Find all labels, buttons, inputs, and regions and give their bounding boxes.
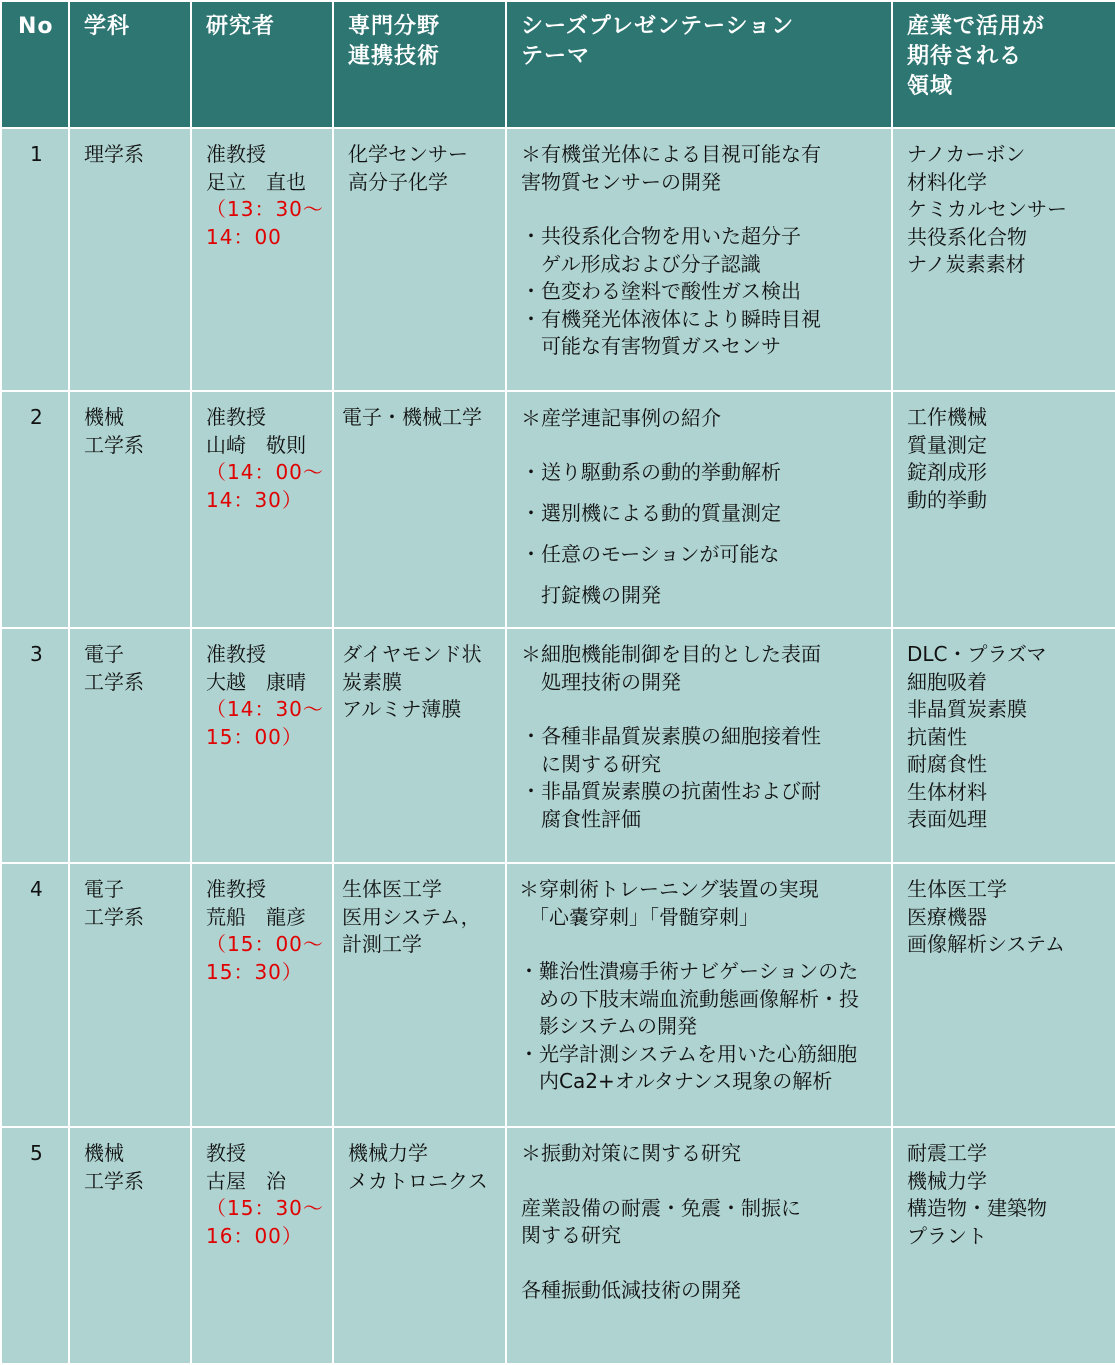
theme-line: 処理技術の開発 (521, 669, 681, 694)
industry-line: 動的挙動 (907, 487, 987, 512)
row-researcher (191, 1127, 333, 1364)
theme-line: ゲル形成および分子認識 (521, 251, 761, 276)
row-no: 1 (1, 128, 69, 391)
theme-line: ・有機発光体液体により瞬時目視 (521, 306, 821, 331)
industry-line: DLC・プラズマ (907, 642, 1047, 666)
header-industry-line: 領域 (907, 74, 954, 99)
theme-line: ＊振動対策に関する研究 (521, 1141, 741, 1165)
theme-line: 可能な有害物質ガスセンサ (521, 334, 781, 358)
row-researcher (191, 391, 333, 628)
theme-line: 影システムの開発 (519, 1014, 697, 1038)
header-row (1, 1, 1115, 128)
field-line: 化学センサー (348, 142, 468, 166)
field-line: メカトロニクス (348, 1168, 488, 1193)
field-line: ダイヤモンド状 (342, 642, 482, 666)
field-line: 計測工学 (342, 932, 422, 956)
field-line: 高分子化学 (348, 169, 448, 194)
theme-line: ・各種非晶質炭素膜の細胞接着性 (521, 724, 821, 748)
industry-line: 生体材料 (907, 779, 987, 804)
industry-line: ケミカルセンサー (907, 197, 1067, 221)
time-slot: （15：00～ (206, 932, 324, 956)
researcher-title: 准教授 (206, 405, 266, 429)
table-row (1, 1127, 1115, 1364)
header-industry-line: 産業で活用が (907, 14, 1046, 39)
theme-line: 関する研究 (521, 1223, 621, 1247)
researcher-name: 古屋 治 (206, 1168, 286, 1193)
row-industry (892, 391, 1115, 628)
theme-line: 害物質センサーの開発 (521, 169, 721, 194)
researcher-name: 足立 直也 (206, 169, 306, 194)
dept-line: 工学系 (84, 432, 144, 457)
time-slot: 15：30） (206, 959, 303, 984)
industry-line: 耐震工学 (907, 1141, 987, 1165)
industry-line: ナノカーボン (907, 142, 1026, 166)
row-field (333, 1127, 506, 1364)
theme-line: ・非晶質炭素膜の抗菌性および耐 (521, 779, 821, 803)
header-field-line: 連携技術 (348, 44, 441, 69)
field-line: 医用システム， (342, 904, 481, 929)
industry-line: 非晶質炭素膜 (907, 697, 1027, 721)
dept-line: 機械 (84, 405, 124, 429)
row-researcher (191, 863, 333, 1127)
header-theme-line: テーマ (521, 44, 591, 69)
theme-line: ・色変わる塗料で酸性ガス検出 (521, 279, 801, 303)
industry-line: 抗菌性 (907, 724, 967, 749)
table-row (1, 863, 1115, 1127)
spacer (521, 196, 877, 223)
industry-line: 機械力学 (907, 1168, 987, 1193)
theme-line: ＊産学連記事例の紹介 (521, 406, 721, 430)
dept-line: 理学系 (84, 142, 144, 166)
researcher-name: 大越 康晴 (206, 669, 306, 694)
row-dept (69, 1127, 191, 1364)
theme-line: ＊有機蛍光体による目視可能な有 (521, 142, 821, 166)
researcher-name: 山崎 敬則 (206, 432, 306, 457)
header-theme (506, 1, 892, 128)
industry-line: プラント (907, 1223, 987, 1248)
row-no: 5 (1, 1127, 69, 1364)
field-line: 機械力学 (348, 1141, 428, 1165)
theme-line: ・共役系化合物を用いた超分子 (521, 224, 801, 248)
dept-line: 工学系 (84, 904, 144, 929)
time-slot: （14：30～ (206, 697, 324, 721)
theme-line: 腐食性評価 (521, 806, 641, 831)
header-researcher: 研究者 (191, 1, 333, 128)
spacer (521, 696, 877, 723)
row-dept (69, 391, 191, 628)
row-theme (506, 391, 892, 628)
researcher-name: 荒船 龍彦 (206, 904, 306, 929)
header-industry (892, 1, 1115, 128)
industry-line: 共役系化合物 (907, 224, 1027, 249)
header-theme-line: シーズプレゼンテーション (521, 14, 795, 39)
row-industry (892, 628, 1115, 863)
industry-line: 生体医工学 (907, 877, 1007, 901)
theme-line: ・任意のモーションが可能な (521, 542, 780, 566)
time-slot: 16：00） (206, 1223, 303, 1248)
theme-line: 各種振動低減技術の開発 (521, 1277, 741, 1302)
theme-line: 内Ca2+オルタナンス現象の解析 (519, 1069, 833, 1093)
row-researcher (191, 628, 333, 863)
row-field (333, 128, 506, 391)
row-industry (892, 863, 1115, 1127)
theme-line: ＊細胞機能制御を目的とした表面 (521, 642, 821, 666)
dept-line: 電子 (84, 877, 124, 901)
spacer (521, 1168, 877, 1195)
theme-line: ・光学計測システムを用いた心筋細胞 (519, 1041, 857, 1066)
researcher-title: 教授 (206, 1141, 246, 1165)
header-dept: 学科 (69, 1, 191, 128)
theme-line: ・送り駆動系の動的挙動解析 (521, 460, 781, 484)
industry-line: 材料化学 (907, 169, 987, 194)
theme-line: ・選別機による動的質量測定 (521, 501, 781, 525)
header-industry-line: 期待される (907, 44, 1023, 69)
industry-line: 医療機器 (907, 904, 987, 929)
header-field (333, 1, 506, 128)
theme-line: に関する研究 (521, 751, 661, 776)
industry-line: 画像解析システム (907, 932, 1065, 956)
field-line: アルミナ薄膜 (342, 697, 462, 721)
researcher-title: 准教授 (206, 642, 266, 666)
dept-line: 工学系 (84, 1168, 144, 1193)
row-no: 3 (1, 628, 69, 863)
time-slot: 15：00） (206, 724, 303, 749)
row-theme (506, 628, 892, 863)
researcher-title: 准教授 (206, 877, 266, 901)
spacer (521, 1250, 877, 1277)
theme-line: 「心嚢穿刺」「骨髄穿刺」 (519, 904, 759, 929)
dept-line: 工学系 (84, 669, 144, 694)
industry-line: 細胞吸着 (907, 669, 987, 694)
industry-line: 質量測定 (907, 432, 987, 457)
row-researcher (191, 128, 333, 391)
spacer (519, 931, 877, 958)
table-row (1, 128, 1115, 391)
time-slot: （15：30～ (206, 1196, 324, 1220)
field-line: 炭素膜 (342, 669, 402, 694)
field-line: 生体医工学 (342, 877, 442, 901)
row-field (333, 391, 506, 628)
field-line: 電子・機械工学 (342, 405, 482, 429)
table-row (1, 628, 1115, 863)
header-field-line: 専門分野 (348, 14, 441, 39)
row-dept (69, 628, 191, 863)
row-industry (892, 1127, 1115, 1364)
dept-line: 電子 (84, 642, 124, 666)
row-no: 2 (1, 391, 69, 628)
row-dept (69, 128, 191, 391)
time-slot: 14：00 (206, 224, 282, 249)
table-row (1, 391, 1115, 628)
theme-line: めの下肢末端血流動態画像解析・投 (519, 986, 859, 1011)
row-field (333, 628, 506, 863)
industry-line: 工作機械 (907, 405, 987, 429)
dept-line: 機械 (84, 1141, 124, 1165)
row-theme (506, 863, 892, 1127)
row-theme (506, 128, 892, 391)
time-slot: 14：30） (206, 487, 303, 512)
industry-line: 表面処理 (907, 807, 987, 831)
industry-line: 耐腐食性 (907, 752, 987, 776)
theme-line: 産業設備の耐震・免震・制振に (521, 1195, 801, 1220)
row-field (333, 863, 506, 1127)
row-dept (69, 863, 191, 1127)
theme-line: 打錠機の開発 (521, 583, 661, 607)
time-slot: （14：00～ (206, 460, 324, 484)
theme-line: ・難治性潰瘍手術ナビゲーションのた (519, 959, 859, 983)
row-no: 4 (1, 863, 69, 1127)
industry-line: ナノ炭素素材 (907, 252, 1026, 276)
theme-line: ＊穿刺術トレーニング装置の実現 (519, 877, 819, 901)
researcher-title: 准教授 (206, 142, 266, 166)
row-theme (506, 1127, 892, 1364)
industry-line: 構造物・建築物 (907, 1196, 1047, 1220)
row-industry (892, 128, 1115, 391)
industry-line: 錠剤成形 (907, 460, 987, 484)
spacer (521, 439, 877, 452)
time-slot: （13：30～ (206, 197, 324, 221)
header-no: No (1, 1, 69, 128)
